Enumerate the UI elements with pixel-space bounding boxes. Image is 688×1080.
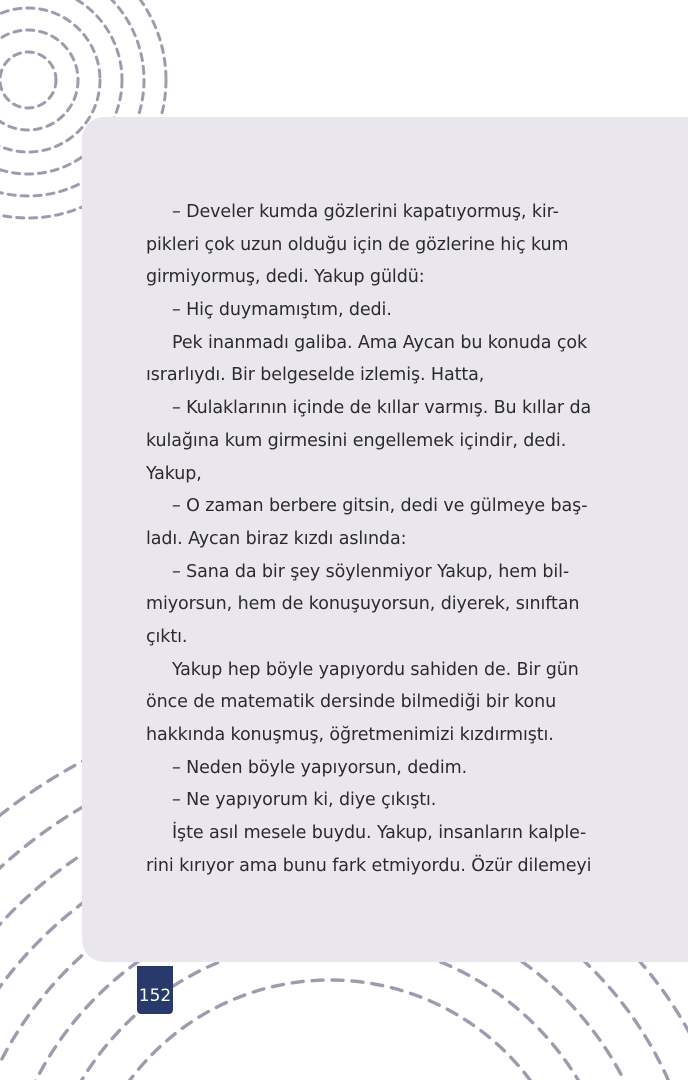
dashed-ring (0, 30, 78, 130)
text-line: Yakup hep böyle yapıyordu sahiden de. Bir gün (172, 659, 579, 680)
text-line: Yakup, (146, 463, 202, 484)
page-text (146, 196, 592, 882)
text-line: hakkında konuşmuş, öğretmenimizi kızdırmıştı. (146, 725, 554, 745)
text-line: İşte asıl mesele buydu. Yakup, insanların kalple- (172, 823, 587, 844)
text-line: pikleri çok uzun olduğu için de gözlerine hiç kum (146, 234, 569, 255)
text-line: – Sana da bir şey söylenmiyor Yakup, hem bil- (172, 561, 570, 582)
text-line: Pek inanmadı galiba. Ama Aycan bu konuda çok (172, 332, 588, 353)
text-line: – Neden böyle yapıyorsun, dedim. (172, 757, 468, 778)
text-line: ladı. Aycan biraz kızdı aslında: (146, 528, 407, 549)
text-line: ısrarlıydı. Bir belgeselde izlemiş. Hatta, (146, 365, 485, 386)
text-line: – Hiç duymamıştım, dedi. (172, 300, 392, 321)
text-line: – Develer kumda gözlerini kapatıyormuş, kir- (172, 202, 559, 222)
text-line: – Ne yapıyorum ki, diye çıkıştı. (172, 790, 437, 811)
text-line: önce de matematik dersinde bilmediği bir konu (146, 692, 557, 713)
text-line: miyorsun, hem de konuşuyorsun, diyerek, sınıftan (146, 594, 580, 615)
dashed-ring (0, 52, 56, 108)
text-line: – Kulaklarının içinde de kıllar varmış. Bu kıllar da (172, 398, 592, 419)
page-number: 152 (137, 966, 173, 1014)
text-line: çıktı. (146, 626, 188, 647)
text-line: – O zaman berbere gitsin, dedi ve gülmeye baş- (172, 496, 588, 517)
text-line: girmiyormuş, dedi. Yakup güldü: (146, 267, 425, 288)
text-line: rini kırıyor ama bunu fark etmiyordu. Özür dilemeyi (146, 855, 592, 876)
text-line: kulağına kum girmesini engellemek içindir, dedi. (146, 430, 567, 451)
